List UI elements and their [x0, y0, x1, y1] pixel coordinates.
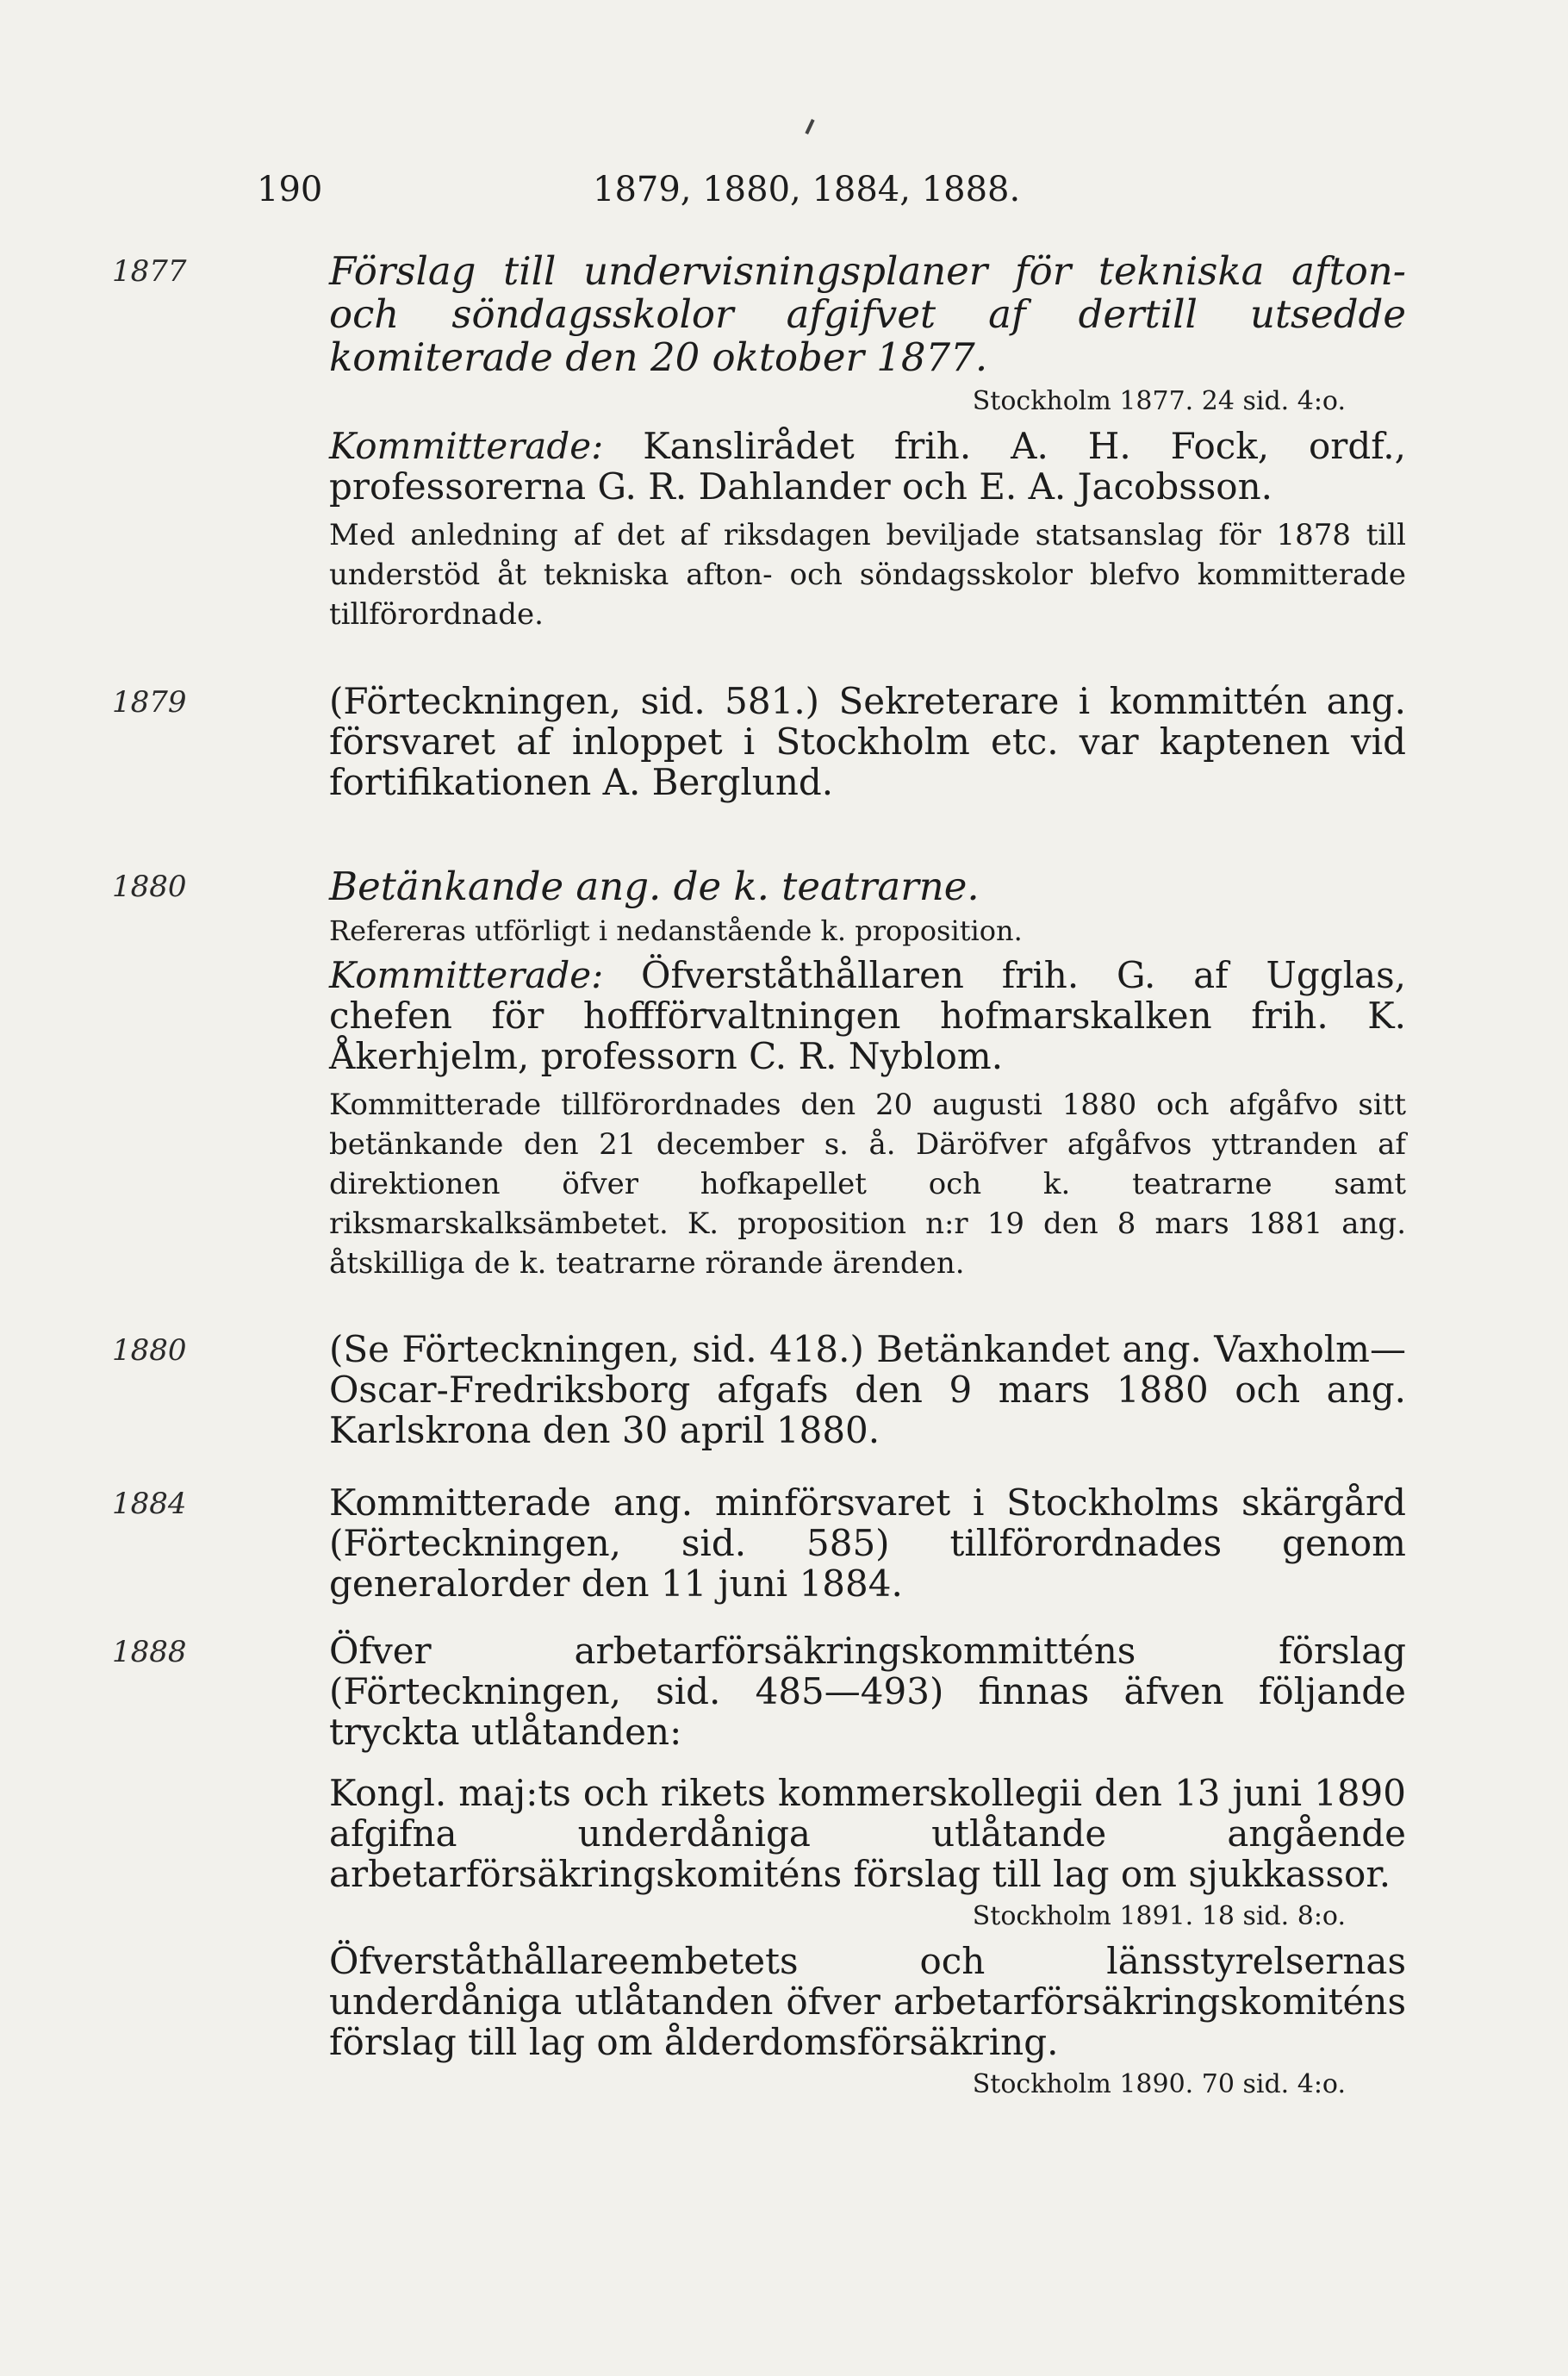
- stray-ink-mark: [805, 119, 814, 134]
- entry-note: Kommitterade tillförordnades den 20 augusti 1880 och afgåfvo sitt betänkande den 21 december s. å. Däröfver afgåfvos yttranden af direktionen öfver hofkapellet och k. teatrarne samt riksmarskalksämbetet. K. proposition n:r 19 den 8 mars 1881 ang. åtskilliga de k. teatrarne rörande ärenden.: [329, 1088, 1406, 1281]
- committee-members: Kanslirådet frih. A. H. Fock, ordf., professorerna G. R. Dahlander och E. A. Jacobsson.: [329, 425, 1406, 508]
- committee-label: Kommitterade:: [329, 954, 604, 996]
- statement-governors-imprint: Stockholm 1890. 70 sid. 4:o.: [972, 2069, 1346, 2099]
- entry-year: 1888: [112, 1635, 187, 1669]
- entry-body: [329, 250, 1406, 634]
- entry-text: (Se Förteckningen, sid. 418.) Betänkandet ang. Vaxholm—Oscar-Fredriksborg afgafs den 9 mars 1880 och ang. Karlskrona den 30 april 1880.: [329, 1328, 1406, 1451]
- entry-committee: [329, 955, 1406, 1076]
- page-number: 190: [257, 170, 323, 209]
- entry-year: 1880: [112, 1333, 187, 1368]
- statement-commerce-board: Kongl. maj:ts och rikets kommerskollegii den 13 juni 1890 afgifna underdåniga utlåtande angående arbetarförsäkringskomiténs förslag till lag om sjukkassor.: [329, 1772, 1406, 1895]
- committee-members: Öfverståthållaren frih. G. af Ugglas, chefen för hoffförvaltningen hofmarskalken frih. K. Åkerhjelm, professorn C. R. Nyblom.: [329, 954, 1406, 1077]
- entry-text: Öfver arbetarförsäkringskommitténs förslag (Förteckningen, sid. 485—493) finnas äfven följande tryckta utlåtanden:: [329, 1630, 1406, 1753]
- entry-body: [329, 681, 1406, 802]
- entry-body: [329, 1329, 1406, 1450]
- running-head-years: 1879, 1880, 1884, 1888.: [593, 170, 1021, 209]
- entry-text: Kommitterade ang. minförsvaret i Stockholms skärgård (Förteckningen, sid. 585) tillförordnades genom generalorder den 11 juni 1884.: [329, 1481, 1406, 1605]
- entry-body: [329, 1482, 1406, 1604]
- entry-reference: Refereras utförligt i nedanstående k. proposition.: [329, 914, 1023, 947]
- entry-imprint: Stockholm 1877. 24 sid. 4:o.: [972, 386, 1346, 416]
- entry-note: Med anledning af det af riksdagen beviljade statsanslag för 1878 till understöd åt tekniska afton- och söndagsskolor blefvo kommitterade tillförordnade.: [329, 518, 1406, 632]
- entry-body: [329, 1631, 1406, 2109]
- entry-year: 1880: [112, 870, 187, 904]
- committee-label: Kommitterade:: [329, 425, 604, 467]
- entry-year: 1884: [112, 1487, 187, 1521]
- entry-year: 1877: [112, 254, 187, 289]
- entry-body: [329, 865, 1406, 1283]
- entry-committee: [329, 426, 1406, 507]
- entry-year: 1879: [112, 685, 187, 720]
- statement-commerce-board-imprint: Stockholm 1891. 18 sid. 8:o.: [972, 1901, 1346, 1931]
- entry-title: Betänkande ang. de k. teatrarne.: [329, 864, 980, 909]
- entry-text: (Förteckningen, sid. 581.) Sekreterare i kommittén ang. försvaret af inloppet i Stockholm etc. var kaptenen vid fortifikationen A. Berglund.: [329, 680, 1406, 803]
- statement-governors: Öfverståthållareembetets och länsstyrelsernas underdåniga utlåtanden öfver arbetarförsäkringskomiténs förslag till lag om ålderdomsförsäkring.: [329, 1940, 1406, 2063]
- entry-title: Förslag till undervisningsplaner för tekniska afton- och söndagsskolor afgifvet af dertill utsedde komiterade den 20 oktober 1877.: [329, 248, 1406, 380]
